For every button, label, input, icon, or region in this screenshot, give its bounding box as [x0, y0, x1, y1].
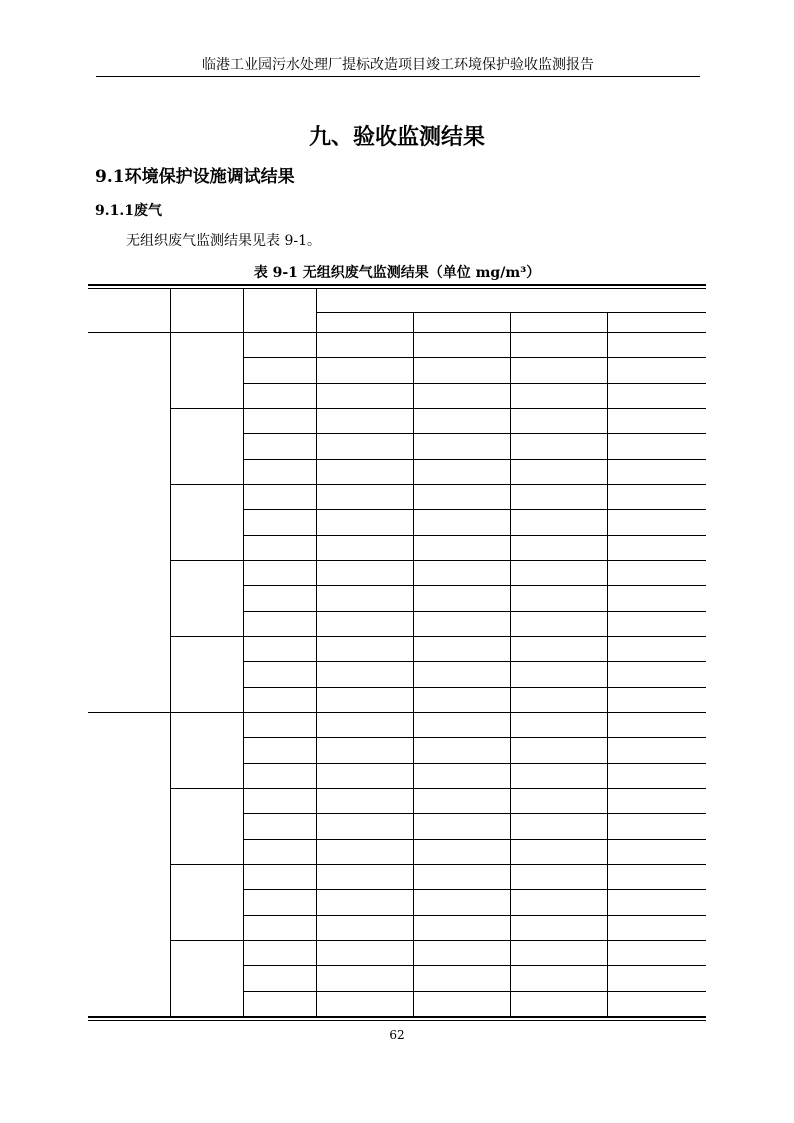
table-row-rule	[243, 357, 706, 358]
table-header-bottom-rule	[88, 332, 706, 333]
table-vline-col6	[607, 312, 608, 1016]
table-row-rule	[243, 737, 706, 738]
table-row-rule	[170, 484, 706, 485]
monitoring-results-table	[88, 284, 706, 1020]
table-row-rule	[243, 459, 706, 460]
table-row-rule	[170, 636, 706, 637]
table-row-rule	[243, 661, 706, 662]
body-paragraph: 无组织废气监测结果见表 9-1。	[126, 233, 321, 249]
table-row-rule	[243, 687, 706, 688]
table-row-rule	[243, 839, 706, 840]
table-bottom-thin-rule	[88, 1020, 706, 1021]
table-vline-col3	[316, 288, 317, 1016]
table-row-rule	[170, 864, 706, 865]
table-row-rule	[170, 788, 706, 789]
table-row-rule	[243, 585, 706, 586]
table-vline-col2	[243, 288, 244, 1016]
table-row-rule	[243, 535, 706, 536]
table-row-rule	[243, 611, 706, 612]
table-row-rule	[243, 383, 706, 384]
running-header-rule	[96, 76, 700, 77]
table-row-rule	[170, 940, 706, 941]
table-row-rule	[243, 889, 706, 890]
table-vline-col1	[170, 288, 171, 1016]
table-vline-col4	[413, 312, 414, 1016]
table-subheader-rule	[316, 312, 706, 313]
table-row-rule	[170, 408, 706, 409]
table-top-thick-rule	[88, 284, 706, 286]
table-bottom-thick-rule	[88, 1016, 706, 1018]
table-row-rule	[243, 813, 706, 814]
table-row-rule	[243, 915, 706, 916]
table-top-thin-rule	[88, 288, 706, 289]
table-row-rule	[243, 433, 706, 434]
table-caption: 表 9-1 无组织废气监测结果（单位 mg/m³）	[253, 265, 541, 281]
page-number: 62	[389, 1028, 405, 1042]
table-vline-col5	[510, 312, 511, 1016]
section-heading: 9.1环境保护设施调试结果	[95, 167, 295, 187]
subsection-heading: 9.1.1废气	[95, 203, 162, 219]
table-row-rule	[243, 509, 706, 510]
table-row-rule	[170, 560, 706, 561]
table-row-rule	[243, 991, 706, 992]
table-row-rule	[243, 965, 706, 966]
table-row-rule	[88, 712, 706, 713]
chapter-title: 九、验收监测结果	[308, 124, 485, 150]
table-row-rule	[243, 763, 706, 764]
running-header-title: 临港工业园污水处理厂提标改造项目竣工环境保护验收监测报告	[202, 57, 594, 73]
